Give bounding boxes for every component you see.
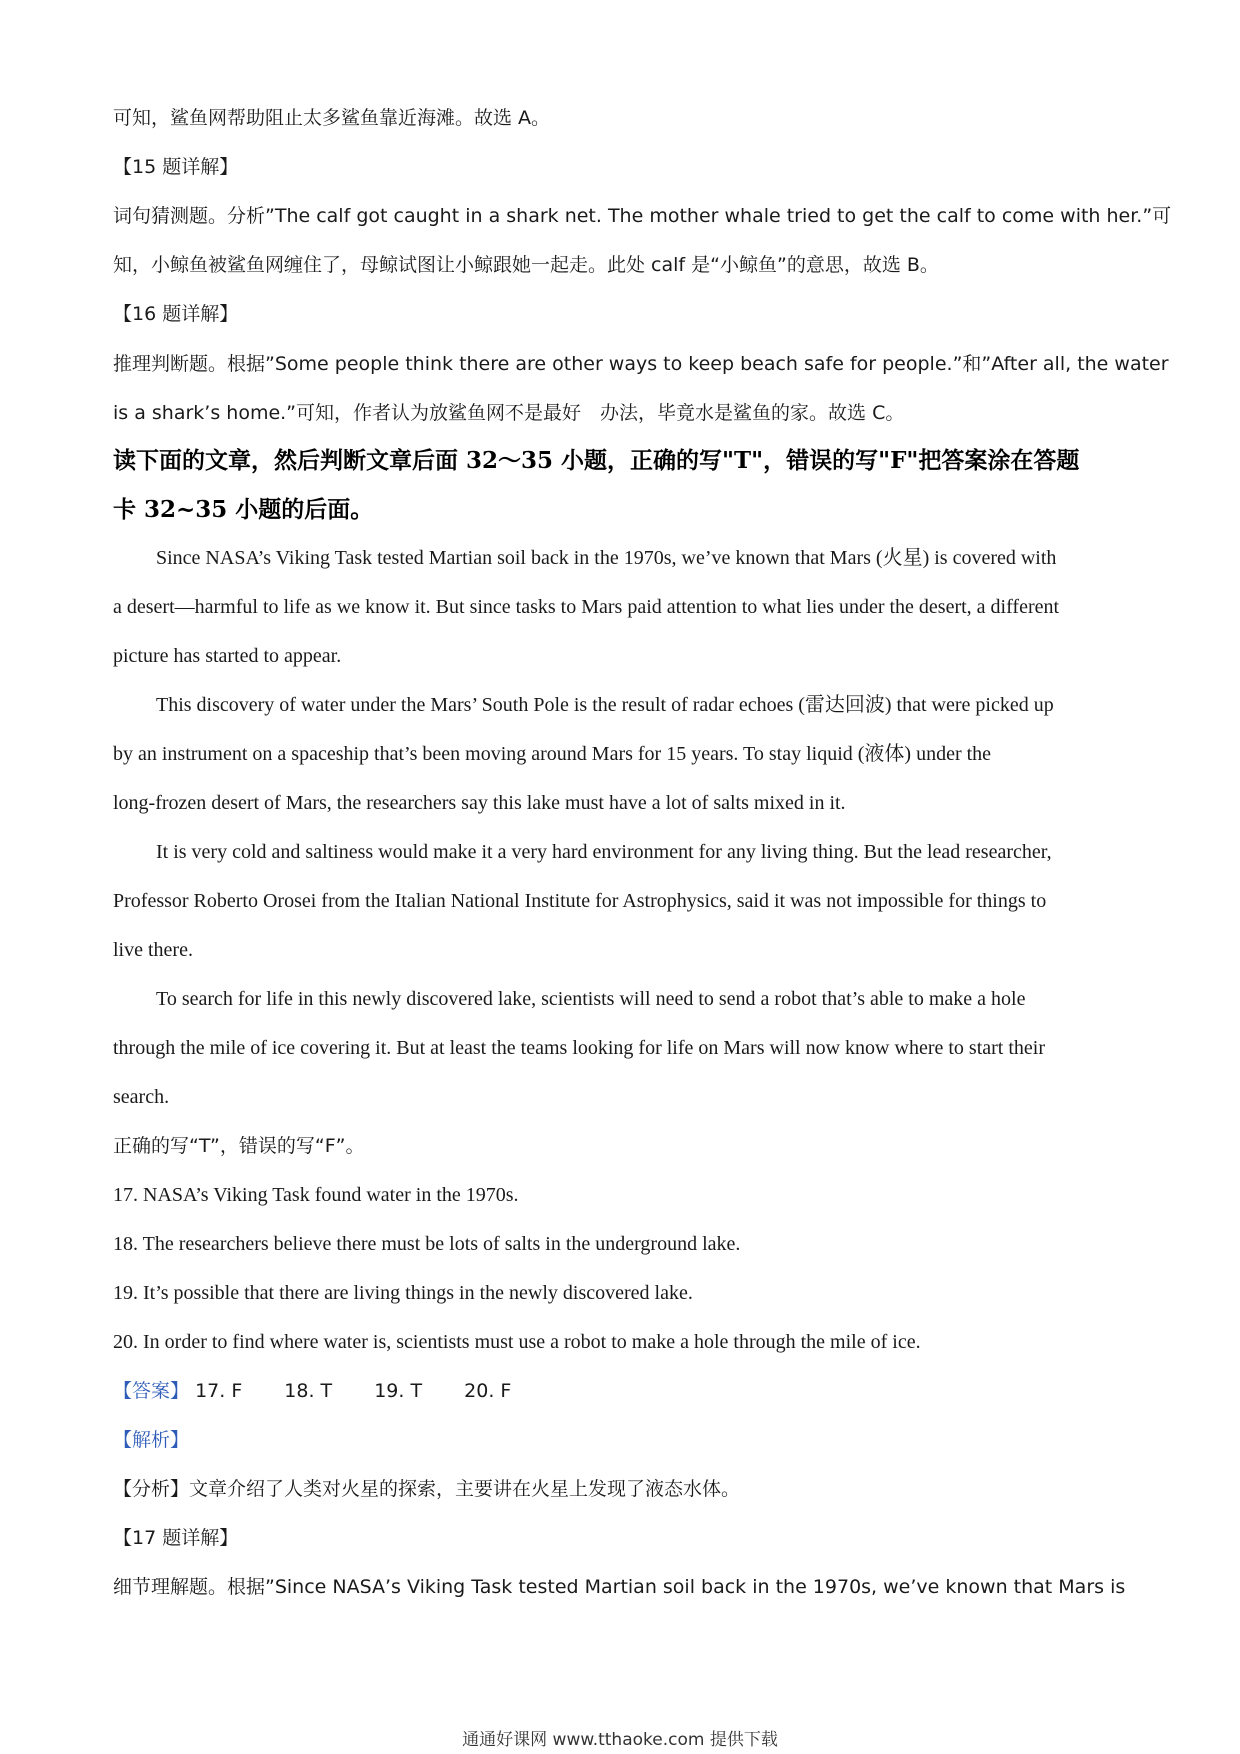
answer-19: 19. T (374, 1380, 423, 1402)
answer-row (113, 1377, 1133, 1405)
section-heading-q17: 【17 题详解】 (113, 1527, 239, 1549)
question-18: 18. The researchers believe there must be lots of salts in the underground lake. (113, 1233, 741, 1255)
passage-line: picture has started to appear. (113, 645, 342, 667)
answer-label: 【答案】 (113, 1380, 190, 1402)
answer-17: 17. F (195, 1380, 243, 1402)
passage-line: search. (113, 1086, 170, 1108)
passage-line: live there. (113, 939, 193, 961)
instruction-heading: 卡 32~35 小题的后面。 (113, 496, 374, 523)
answer-20: 20. F (464, 1380, 512, 1402)
question-20: 20. In order to find where water is, scientists must use a robot to make a hole through the mile of ice. (113, 1331, 921, 1353)
text-line: 推理判断题。根据”Some people think there are other ways to keep beach safe for people.”和”After all, the water (113, 353, 1169, 375)
section-heading-q15: 【15 题详解】 (113, 156, 239, 178)
section-heading-q16: 【16 题详解】 (113, 303, 239, 325)
question-17: 17. NASA’s Viking Task found water in the 1970s. (113, 1184, 519, 1206)
passage-line: Since NASA’s Viking Task tested Martian soil back in the 1970s, we’ve known that Mars (火星) is covered with (156, 547, 1057, 569)
passage-line: a desert—harmful to life as we know it. But since tasks to Mars paid attention to what lies under the desert, a different (113, 596, 1060, 618)
passage-line: long-frozen desert of Mars, the researchers say this lake must have a lot of salts mixed in it. (113, 792, 846, 814)
passage-line: by an instrument on a spaceship that’s been moving around Mars for 15 years. To stay liquid (液体) under the (113, 743, 992, 765)
text-line: 词句猜测题。分析”The calf got caught in a shark net. The mother whale tried to get the calf to come with her.”可 (113, 205, 1172, 227)
tf-instruction: 正确的写“T”，错误的写“F”。 (113, 1135, 365, 1157)
text-line: 细节理解题。根据”Since NASA’s Viking Task tested Martian soil back in the 1970s, we’ve known that Mars is (113, 1576, 1126, 1598)
passage-line: To search for life in this newly discovered lake, scientists will need to send a robot that’s able to make a hole (156, 988, 1026, 1010)
text-line: 知，小鲸鱼被鲨鱼网缠住了，母鲸试图让小鲸跟她一起走。此处 calf 是“小鲸鱼”的意思，故选 B。 (113, 254, 939, 276)
passage-line: through the mile of ice covering it. But at least the teams looking for life on Mars will now know where to start their (113, 1037, 1046, 1059)
text-line: is a shark’s home.”可知，作者认为放鲨鱼网不是最好 办法，毕竟水是鲨鱼的家。故选 C。 (113, 402, 905, 424)
page-footer: 通通好课网 www.tthaoke.com 提供下载 (462, 1730, 778, 1750)
analysis-label: 【解析】 (113, 1429, 190, 1451)
text-line: 可知，鲨鱼网帮助阻止太多鲨鱼靠近海滩。故选 A。 (113, 107, 551, 129)
instruction-heading: 读下面的文章，然后判断文章后面 32～35 小题，正确的写"T"，错误的写"F"把答案涂在答题 (113, 447, 1080, 474)
passage-line: Professor Roberto Orosei from the Italian National Institute for Astrophysics, said it was not impossible for things to (113, 890, 1047, 912)
passage-line: This discovery of water under the Mars’ South Pole is the result of radar echoes (雷达回波) that were picked up (156, 694, 1054, 716)
passage-line: It is very cold and saltiness would make it a very hard environment for any living thing. But the lead researcher, (156, 841, 1052, 863)
analysis-summary: 【分析】文章介绍了人类对火星的探索，主要讲在火星上发现了液态水体。 (113, 1478, 741, 1500)
question-19: 19. It’s possible that there are living things in the newly discovered lake. (113, 1282, 693, 1304)
answer-18: 18. T (284, 1380, 333, 1402)
